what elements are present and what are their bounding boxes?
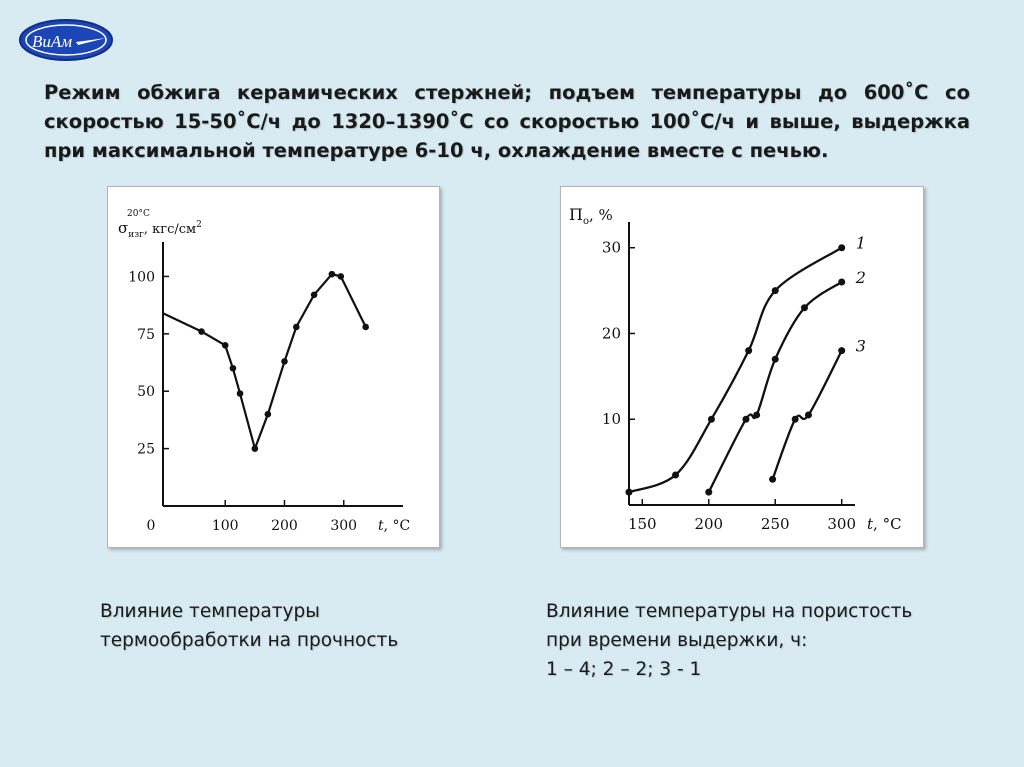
data-point — [742, 416, 749, 423]
y-tick-label: 20 — [601, 324, 621, 343]
data-point — [281, 358, 288, 365]
slide-heading: Режим обжига керамических стержней; подъем температуры до 600˚С со скоростью 15-50˚С/ч до 1320–1390˚С со скоростью 100˚С/ч и выше, выдержка при максимальной температуре 6-10 ч, охлаждение вместе с печью. — [44, 81, 970, 162]
x-axis-label: t, °C — [378, 518, 411, 534]
y-tick-label: 25 — [137, 441, 155, 458]
data-point — [311, 292, 318, 299]
strength-caption — [100, 597, 398, 655]
caption-line: Влияние температуры на пористость — [546, 601, 913, 622]
data-point — [337, 273, 344, 280]
strength-line — [163, 274, 366, 449]
y-axis-label: $\sigma_{изг}$, кгс/$см^2$ — [118, 219, 202, 240]
x-tick-label: 150 — [627, 515, 657, 533]
y-axis-label-unit-sup: 2 — [196, 220, 202, 230]
y-tick-label: 75 — [137, 326, 155, 343]
data-point — [772, 287, 779, 294]
y-tick-label: 30 — [601, 238, 621, 257]
data-point — [362, 324, 369, 331]
caption-line: термообработки на прочность — [100, 630, 399, 651]
x-tick-label: 300 — [330, 518, 358, 534]
data-point — [745, 347, 752, 354]
y-axis-label-sub: изг — [128, 230, 144, 240]
data-point — [265, 411, 272, 418]
y-axis-label: $П_о$, % — [569, 205, 613, 227]
x-tick-label: 200 — [694, 515, 724, 533]
data-point — [626, 489, 633, 496]
porosity-chart-panel — [560, 186, 924, 548]
y-axis-label-unit: , кгс/см — [143, 222, 197, 237]
x-axis-label: t, °C — [867, 515, 902, 533]
caption-line: при времени выдержки, ч: — [546, 630, 808, 651]
data-point — [329, 271, 336, 278]
x-tick-label: 250 — [760, 515, 790, 533]
curve-label-2: 2 — [855, 268, 866, 288]
data-point — [705, 489, 712, 496]
y-axis-label-sup: 20°C — [127, 209, 150, 219]
data-point — [805, 411, 812, 418]
data-point — [838, 279, 845, 286]
data-point — [769, 476, 776, 483]
y-axis-label-unit: , % — [588, 206, 613, 224]
data-point — [838, 347, 845, 354]
y-tick-label: 50 — [137, 384, 155, 401]
porosity-chart — [561, 187, 923, 547]
data-point — [293, 324, 300, 331]
data-point — [792, 416, 799, 423]
logo-text: ВиАм — [32, 32, 73, 51]
data-point — [230, 365, 237, 372]
porosity-caption — [546, 597, 912, 684]
data-point — [252, 445, 259, 452]
data-point — [753, 411, 760, 418]
y-tick-label: 100 — [128, 269, 155, 286]
x-tick-label: 200 — [271, 518, 298, 534]
y-tick-label: 10 — [601, 410, 621, 429]
x-tick-label: 300 — [827, 515, 857, 533]
y-axis-label-sub: о — [582, 216, 589, 227]
x-axis-unit: , °C — [873, 515, 902, 533]
data-point — [838, 244, 845, 251]
caption-line: Влияние температуры — [100, 601, 320, 622]
data-point — [672, 471, 679, 478]
data-point — [801, 304, 808, 311]
caption-line: 1 – 4; 2 – 2; 3 - 1 — [546, 659, 702, 680]
strength-chart-panel — [107, 186, 440, 548]
x-axis-unit: , °C — [383, 518, 411, 534]
origin-label: 0 — [146, 518, 156, 534]
curve-label-1: 1 — [855, 233, 866, 253]
data-point — [198, 328, 205, 335]
curve-1 — [629, 248, 842, 492]
data-point — [772, 356, 779, 363]
company-logo — [18, 18, 114, 62]
data-point — [222, 342, 229, 349]
strength-chart — [108, 187, 439, 547]
data-point — [708, 416, 715, 423]
data-point — [237, 390, 244, 397]
x-tick-label: 100 — [211, 518, 239, 534]
curve-label-3: 3 — [855, 336, 866, 356]
